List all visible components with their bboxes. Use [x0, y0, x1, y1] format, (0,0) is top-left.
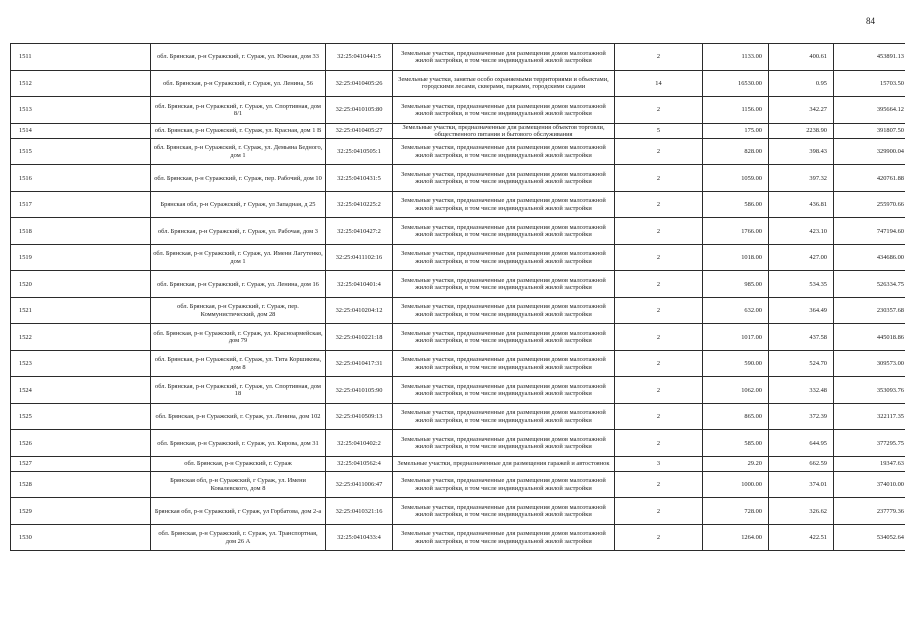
row-number: 1525	[11, 403, 151, 430]
specific-value-cell: 2238.90	[769, 123, 834, 138]
cadastral-value-cell: 230357.68	[834, 297, 905, 324]
row-number: 1516	[11, 165, 151, 192]
specific-value-cell: 0.95	[769, 70, 834, 97]
table-row	[11, 324, 905, 351]
cadastral-number-cell: 32:25:0410562:4	[326, 456, 393, 471]
address-cell: обл. Брянская, р-н Суражский, г. Сураж, пер. Рабочий, дом 10	[151, 165, 326, 192]
table-row	[11, 97, 905, 124]
land-use-cell: Земельные участки, предназначенные для размещения домов малоэтажной жилой застройки, в том числе индивидуальной жилой застройки	[393, 403, 615, 430]
row-number: 1522	[11, 324, 151, 351]
row-number: 1530	[11, 524, 151, 551]
area-cell: 1018.00	[703, 244, 769, 271]
group-cell: 2	[615, 498, 703, 525]
group-cell: 2	[615, 191, 703, 218]
land-use-cell: Земельные участки, предназначенные для размещения домов малоэтажной жилой застройки, в том числе индивидуальной жилой застройки	[393, 165, 615, 192]
cadastral-value-cell: 391807.50	[834, 123, 905, 138]
address-cell: Брянская обл, р-н Суражский, г Сураж, ул Западная, д 25	[151, 191, 326, 218]
area-cell: 1766.00	[703, 218, 769, 245]
table-row	[11, 191, 905, 218]
address-cell: обл. Брянская, р-н Суражский, г. Сураж, ул. Кирова, дом 31	[151, 430, 326, 457]
area-cell: 865.00	[703, 403, 769, 430]
page-number: 84	[866, 16, 875, 26]
row-number: 1529	[11, 498, 151, 525]
row-number: 1515	[11, 138, 151, 165]
land-use-cell: Земельные участки, предназначенные для размещения домов малоэтажной жилой застройки, в том числе индивидуальной жилой застройки	[393, 244, 615, 271]
row-number: 1514	[11, 123, 151, 138]
area-cell: 16530.00	[703, 70, 769, 97]
group-cell: 2	[615, 430, 703, 457]
land-use-cell: Земельные участки, предназначенные для размещения домов малоэтажной жилой застройки, в том числе индивидуальной жилой застройки	[393, 350, 615, 377]
cadastral-value-cell: 237779.36	[834, 498, 905, 525]
cadastral-number-cell: 32:25:0410221:18	[326, 324, 393, 351]
specific-value-cell: 534.35	[769, 271, 834, 298]
table-row	[11, 70, 905, 97]
table-row	[11, 456, 905, 471]
cadastral-value-cell: 434686.00	[834, 244, 905, 271]
address-cell: обл. Брянская, р-н Суражский, г. Сураж, ул. Спортивная, дом 8/1	[151, 97, 326, 124]
table-row	[11, 244, 905, 271]
specific-value-cell: 524.70	[769, 350, 834, 377]
cadastral-number-cell: 32:25:0410401:4	[326, 271, 393, 298]
row-number: 1519	[11, 244, 151, 271]
table-row	[11, 350, 905, 377]
group-cell: 2	[615, 138, 703, 165]
group-cell: 5	[615, 123, 703, 138]
cadastral-value-cell: 15703.50	[834, 70, 905, 97]
land-use-cell: Земельные участки, предназначенные для размещения домов малоэтажной жилой застройки, в том числе индивидуальной жилой застройки	[393, 471, 615, 498]
land-use-cell: Земельные участки, предназначенные для размещения домов малоэтажной жилой застройки, в том числе индивидуальной жилой застройки	[393, 430, 615, 457]
table-row	[11, 271, 905, 298]
address-cell: обл. Брянская, р-н Суражский, г. Сураж, ул. Южная, дом 33	[151, 44, 326, 71]
land-use-cell: Земельные участки, предназначенные для размещения домов малоэтажной жилой застройки, в том числе индивидуальной жилой застройки	[393, 44, 615, 71]
area-cell: 1062.00	[703, 377, 769, 404]
row-number: 1511	[11, 44, 151, 71]
group-cell: 2	[615, 377, 703, 404]
land-use-cell: Земельные участки, предназначенные для размещения домов малоэтажной жилой застройки, в том числе индивидуальной жилой застройки	[393, 218, 615, 245]
cadastral-value-cell: 534052.64	[834, 524, 905, 551]
land-use-cell: Земельные участки, предназначенные для размещения домов малоэтажной жилой застройки, в том числе индивидуальной жилой застройки	[393, 97, 615, 124]
row-number: 1526	[11, 430, 151, 457]
area-cell: 828.00	[703, 138, 769, 165]
table-row	[11, 430, 905, 457]
specific-value-cell: 374.01	[769, 471, 834, 498]
cadastral-number-cell: 32:25:0411006:47	[326, 471, 393, 498]
cadastral-number-cell: 32:25:0410509:13	[326, 403, 393, 430]
area-cell: 1059.00	[703, 165, 769, 192]
area-cell: 728.00	[703, 498, 769, 525]
group-cell: 14	[615, 70, 703, 97]
area-cell: 585.00	[703, 430, 769, 457]
address-cell: обл. Брянская, р-н Суражский, г. Сураж, ул. Спортивная, дом 18	[151, 377, 326, 404]
specific-value-cell: 662.59	[769, 456, 834, 471]
address-cell: обл. Брянская, р-н Суражский, г. Сураж, ул. Демьяна Бедного, дом 1	[151, 138, 326, 165]
cadastral-number-cell: 32:25:0410321:16	[326, 498, 393, 525]
address-cell: обл. Брянская, р-н Суражский, г. Сураж, ул. Ленина, дом 102	[151, 403, 326, 430]
row-number: 1527	[11, 456, 151, 471]
address-cell: обл. Брянская, р-н Суражский, г. Сураж, ул. Красноармейская, дом 79	[151, 324, 326, 351]
area-cell: 632.00	[703, 297, 769, 324]
address-cell: обл. Брянская, р-н Суражский, г. Сураж, ул. Имени Лагутенко, дом 1	[151, 244, 326, 271]
address-cell: обл. Брянская, р-н Суражский, г. Сураж, пер. Коммунистический, дом 28	[151, 297, 326, 324]
cadastral-value-cell: 445018.86	[834, 324, 905, 351]
cadastral-number-cell: 32:25:0410431:5	[326, 165, 393, 192]
group-cell: 2	[615, 165, 703, 192]
table-row	[11, 138, 905, 165]
area-cell: 1000.00	[703, 471, 769, 498]
specific-value-cell: 326.62	[769, 498, 834, 525]
group-cell: 2	[615, 297, 703, 324]
group-cell: 2	[615, 244, 703, 271]
group-cell: 2	[615, 324, 703, 351]
specific-value-cell: 397.32	[769, 165, 834, 192]
table-row	[11, 123, 905, 138]
cadastral-value-cell: 526334.75	[834, 271, 905, 298]
cadastral-number-cell: 32:25:0410204:12	[326, 297, 393, 324]
cadastral-value-cell: 420761.88	[834, 165, 905, 192]
land-use-cell: Земельные участки, предназначенные для размещения гаражей и автостоянок	[393, 456, 615, 471]
table-row	[11, 165, 905, 192]
address-cell: обл. Брянская, р-н Суражский, г. Сураж, ул. Ленина, дом 16	[151, 271, 326, 298]
cadastral-number-cell: 32:25:0410105:80	[326, 97, 393, 124]
group-cell: 2	[615, 44, 703, 71]
cadastral-number-cell: 32:25:0410433:4	[326, 524, 393, 551]
row-number: 1528	[11, 471, 151, 498]
cadastral-value-cell: 353093.76	[834, 377, 905, 404]
row-number: 1517	[11, 191, 151, 218]
group-cell: 2	[615, 471, 703, 498]
cadastral-number-cell: 32:25:0410427:2	[326, 218, 393, 245]
table-row	[11, 297, 905, 324]
address-cell: обл. Брянская, р-н Суражский, г. Сураж, ул. Красная, дом 1 В	[151, 123, 326, 138]
land-use-cell: Земельные участки, занятые особо охраняемыми территориями и объектами, городскими лесами, скверами, парками, городскими садами	[393, 70, 615, 97]
address-cell: Брянская обл, р-н Суражский, г Сураж, ул Горбатова, дом 2-а	[151, 498, 326, 525]
group-cell: 2	[615, 218, 703, 245]
cadastral-number-cell: 32:25:0410417:31	[326, 350, 393, 377]
area-cell: 985.00	[703, 271, 769, 298]
cadastral-value-cell: 374010.00	[834, 471, 905, 498]
address-cell: обл. Брянская, р-н Суражский, г. Сураж, ул. Транспортная, дом 26 А	[151, 524, 326, 551]
cadastral-number-cell: 32:25:0410225:2	[326, 191, 393, 218]
cadastral-value-cell: 309573.00	[834, 350, 905, 377]
specific-value-cell: 342.27	[769, 97, 834, 124]
specific-value-cell: 437.58	[769, 324, 834, 351]
row-number: 1512	[11, 70, 151, 97]
table-row	[11, 44, 905, 71]
cadastral-value-cell: 453891.13	[834, 44, 905, 71]
table-row	[11, 377, 905, 404]
row-number: 1523	[11, 350, 151, 377]
land-use-cell: Земельные участки, предназначенные для размещения домов малоэтажной жилой застройки, в том числе индивидуальной жилой застройки	[393, 138, 615, 165]
cadastral-value-table	[10, 43, 905, 551]
group-cell: 3	[615, 456, 703, 471]
specific-value-cell: 436.81	[769, 191, 834, 218]
area-cell: 586.00	[703, 191, 769, 218]
land-use-cell: Земельные участки, предназначенные для размещения домов малоэтажной жилой застройки, в том числе индивидуальной жилой застройки	[393, 297, 615, 324]
table-row	[11, 524, 905, 551]
area-cell: 175.00	[703, 123, 769, 138]
group-cell: 2	[615, 524, 703, 551]
group-cell: 2	[615, 271, 703, 298]
area-cell: 1156.00	[703, 97, 769, 124]
area-cell: 1133.00	[703, 44, 769, 71]
row-number: 1521	[11, 297, 151, 324]
land-use-cell: Земельные участки, предназначенные для размещения домов малоэтажной жилой застройки, в том числе индивидуальной жилой застройки	[393, 524, 615, 551]
cadastral-number-cell: 32:25:0410505:1	[326, 138, 393, 165]
table-row	[11, 498, 905, 525]
cadastral-value-cell: 395664.12	[834, 97, 905, 124]
address-cell: обл. Брянская, р-н Суражский, г. Сураж	[151, 456, 326, 471]
specific-value-cell: 644.95	[769, 430, 834, 457]
land-use-cell: Земельные участки, предназначенные для размещения домов малоэтажной жилой застройки, в том числе индивидуальной жилой застройки	[393, 377, 615, 404]
area-cell: 590.00	[703, 350, 769, 377]
row-number: 1518	[11, 218, 151, 245]
cadastral-value-cell: 377295.75	[834, 430, 905, 457]
row-number: 1513	[11, 97, 151, 124]
land-use-cell: Земельные участки, предназначенные для размещения объектов торговли, общественного питания и бытового обслуживания	[393, 123, 615, 138]
address-cell: Брянская обл, р-н Суражский, г Сураж, ул. Имени Ковалевского, дом 8	[151, 471, 326, 498]
cadastral-number-cell: 32:25:0410105:90	[326, 377, 393, 404]
specific-value-cell: 398.43	[769, 138, 834, 165]
table-row	[11, 471, 905, 498]
address-cell: обл. Брянская, р-н Суражский, г. Сураж, ул. Рабочая, дом 3	[151, 218, 326, 245]
group-cell: 2	[615, 350, 703, 377]
table-row	[11, 218, 905, 245]
specific-value-cell: 427.00	[769, 244, 834, 271]
specific-value-cell: 332.48	[769, 377, 834, 404]
land-use-cell: Земельные участки, предназначенные для размещения домов малоэтажной жилой застройки, в том числе индивидуальной жилой застройки	[393, 191, 615, 218]
cadastral-number-cell: 32:25:0411102:16	[326, 244, 393, 271]
cadastral-number-cell: 32:25:0410405:27	[326, 123, 393, 138]
land-use-cell: Земельные участки, предназначенные для размещения домов малоэтажной жилой застройки, в том числе индивидуальной жилой застройки	[393, 271, 615, 298]
land-use-cell: Земельные участки, предназначенные для размещения домов малоэтажной жилой застройки, в том числе индивидуальной жилой застройки	[393, 324, 615, 351]
cadastral-number-cell: 32:25:0410405:26	[326, 70, 393, 97]
cadastral-value-cell: 19347.63	[834, 456, 905, 471]
cadastral-value-cell: 329900.04	[834, 138, 905, 165]
cadastral-value-cell: 255970.66	[834, 191, 905, 218]
area-cell: 29.20	[703, 456, 769, 471]
area-cell: 1017.00	[703, 324, 769, 351]
row-number: 1524	[11, 377, 151, 404]
address-cell: обл. Брянская, р-н Суражский, г. Сураж, ул. Ленина, 56	[151, 70, 326, 97]
specific-value-cell: 423.10	[769, 218, 834, 245]
table-body	[11, 44, 905, 551]
group-cell: 2	[615, 403, 703, 430]
specific-value-cell: 422.51	[769, 524, 834, 551]
address-cell: обл. Брянская, р-н Суражский, г. Сураж, ул. Тита Коршикова, дом 8	[151, 350, 326, 377]
land-use-cell: Земельные участки, предназначенные для размещения домов малоэтажной жилой застройки, в том числе индивидуальной жилой застройки	[393, 498, 615, 525]
row-number: 1520	[11, 271, 151, 298]
group-cell: 2	[615, 97, 703, 124]
table-row	[11, 403, 905, 430]
cadastral-value-cell: 747194.60	[834, 218, 905, 245]
specific-value-cell: 372.39	[769, 403, 834, 430]
cadastral-number-cell: 32:25:0410441:5	[326, 44, 393, 71]
specific-value-cell: 364.49	[769, 297, 834, 324]
cadastral-number-cell: 32:25:0410402:2	[326, 430, 393, 457]
specific-value-cell: 400.61	[769, 44, 834, 71]
area-cell: 1264.00	[703, 524, 769, 551]
cadastral-value-cell: 322117.35	[834, 403, 905, 430]
